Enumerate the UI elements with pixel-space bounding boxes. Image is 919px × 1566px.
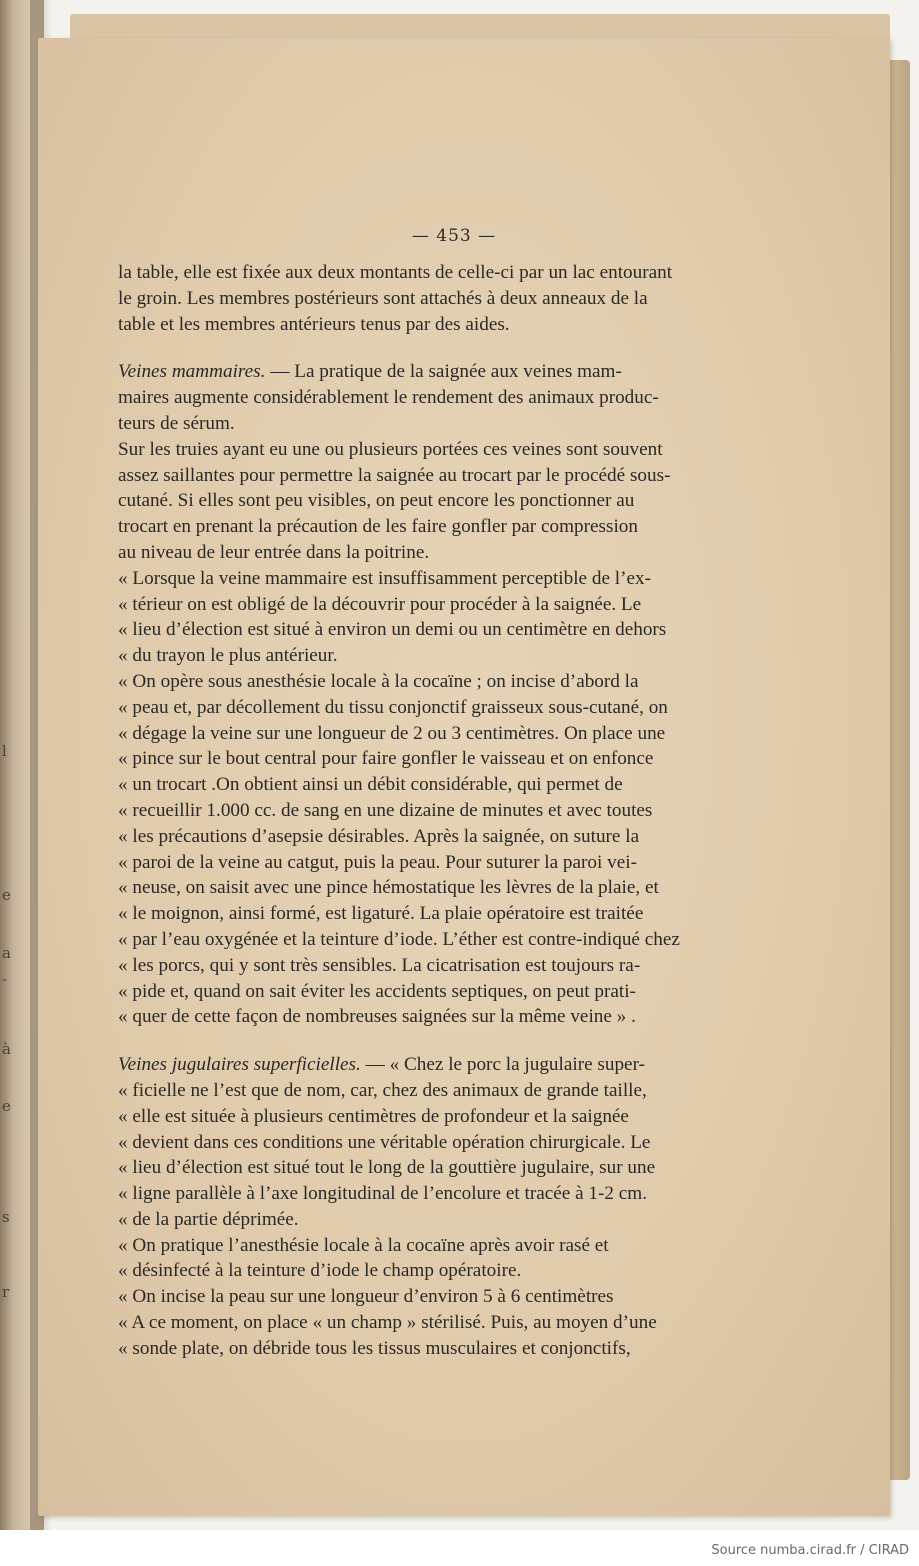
text-line-content: teurs de sérum.	[118, 412, 235, 434]
text-line	[118, 260, 794, 286]
text-line-content: « sonde plate, on débride tous les tissus musculaires et conjonctifs,	[118, 1337, 631, 1359]
text-line	[118, 746, 794, 772]
text-line-content: table et les membres antérieurs tenus par des aides.	[118, 313, 510, 335]
text-line-content: la table, elle est fixée aux deux montants de celle-ci par un lac entourant	[118, 262, 673, 283]
source-credit: Source numba.cirad.fr / CIRAD	[711, 1543, 909, 1558]
text-line	[118, 312, 794, 338]
text-line	[118, 669, 794, 695]
margin-fragment: l	[2, 742, 7, 760]
text-line-content: cutané. Si elles sont peu visibles, on peut encore les ponctionner au	[118, 490, 635, 512]
text-line-content: le groin. Les membres postérieurs sont attachés à deux anneaux de la	[118, 287, 648, 309]
text-line-content: « paroi de la veine au catgut, puis la peau. Pour suturer la paroi vei-	[118, 851, 637, 873]
previous-page-text-fragments	[0, 0, 16, 1530]
text-line-content: « quer de cette façon de nombreuses saignées sur la même veine » .	[118, 1006, 636, 1028]
text-line-content: « neuse, on saisit avec une pince hémostatique les lèvres de la plaie, et	[118, 877, 659, 899]
text-line	[118, 463, 794, 489]
text-line	[118, 566, 794, 592]
text-line	[118, 1078, 794, 1104]
text-line	[118, 1004, 794, 1030]
text-line-content: « On opère sous anesthésie locale à la cocaïne ; on incise d’abord la	[118, 670, 639, 692]
text-line	[118, 514, 794, 540]
text-line	[118, 953, 794, 979]
text-line	[118, 695, 794, 721]
text-line-content: « les porcs, qui y sont très sensibles. La cicatrisation est toujours ra-	[118, 954, 641, 976]
text-line-content: au niveau de leur entrée dans la poitrine.	[118, 541, 430, 563]
text-line-content: « A ce moment, on place « un champ » stérilisé. Puis, au moyen d’une	[118, 1312, 657, 1334]
text-line	[118, 979, 794, 1005]
text-line-content: « Lorsque la veine mammaire est insuffisamment perceptible de l’ex-	[118, 567, 651, 589]
text-line-content: « ficielle ne l’est que de nom, car, chez des animaux de grande taille,	[118, 1079, 647, 1101]
text-line-content: « de la partie déprimée.	[118, 1208, 299, 1230]
text-line	[118, 1284, 794, 1310]
margin-fragment: -	[2, 970, 8, 988]
text-line-content: « recueillir 1.000 cc. de sang en une dizaine de minutes et avec toutes	[118, 799, 653, 821]
margin-fragment: à	[2, 1040, 11, 1058]
text-line-content: trocart en prenant la précaution de les faire gonfler par compression	[118, 516, 638, 538]
text-line-content: « les précautions d’asepsie désirables. Après la saignée, on suture la	[118, 825, 640, 847]
margin-fragment: e	[2, 1097, 11, 1115]
text-line-content: « peau et, par décollement du tissu conjonctif graisseux sous-cutané, on	[118, 696, 668, 718]
text-line-content: « On pratique l’anesthésie locale à la cocaïne après avoir rasé et	[118, 1234, 609, 1256]
text-line-content: « le moignon, ainsi formé, est ligaturé. La plaie opératoire est traitée	[118, 903, 644, 925]
text-line-content: « devient dans ces conditions une véritable opération chirurgicale. Le	[118, 1131, 651, 1153]
section-heading: Veines jugulaires superficielles.	[118, 1054, 361, 1076]
text-line	[118, 1181, 794, 1207]
margin-fragment: a	[2, 944, 11, 962]
text-line	[118, 1258, 794, 1284]
text-line-content: maires augmente considérablement le rendement des animaux produc-	[118, 387, 659, 409]
text-line	[118, 1104, 794, 1130]
text-line-content: assez saillantes pour permettre la saignée au trocart par le procédé sous-	[118, 464, 671, 486]
text-line	[118, 927, 794, 953]
text-line	[118, 721, 794, 747]
text-line-content: « un trocart .On obtient ainsi un débit considérable, qui permet de	[118, 774, 623, 796]
text-line-content: « pince sur le bout central pour faire gonfler le vaisseau et on enfonce	[118, 748, 654, 770]
book-page	[38, 38, 890, 1516]
text-line	[118, 772, 794, 798]
section-heading: Veines mammaires.	[118, 361, 266, 383]
text-line	[118, 1336, 794, 1362]
text-line	[118, 1310, 794, 1336]
text-line	[118, 643, 794, 669]
text-line	[118, 1233, 794, 1259]
text-line	[118, 1052, 794, 1078]
text-line-content: Sur les truies ayant eu une ou plusieurs portées ces veines sont souvent	[118, 438, 663, 460]
text-line-content: « On incise la peau sur une longueur d’environ 5 à 6 centimètres	[118, 1286, 614, 1308]
text-line	[118, 488, 794, 514]
text-line-content: — « Chez le porc la jugulaire super-	[360, 1054, 645, 1076]
margin-fragment: e	[2, 886, 11, 904]
text-line-content: « du trayon le plus antérieur.	[118, 645, 338, 667]
text-line	[118, 1155, 794, 1181]
text-line	[118, 286, 794, 312]
text-line	[118, 540, 794, 566]
text-line-content: « par l’eau oxygénée et la teinture d’iode. L’éther est contre-indiqué chez	[118, 928, 680, 950]
text-line	[118, 411, 794, 437]
text-line-content: — La pratique de la saignée aux veines mam-	[265, 361, 622, 383]
page-body-text	[118, 260, 794, 1362]
text-line	[118, 798, 794, 824]
margin-fragment: s	[2, 1208, 10, 1226]
text-line-content: « lieu d’élection est situé tout le long de la gouttière jugulaire, sur une	[118, 1157, 656, 1179]
text-line	[118, 385, 794, 411]
text-line-content: « lieu d’élection est situé à environ un demi ou un centimètre en dehors	[118, 619, 667, 641]
text-line	[118, 1207, 794, 1233]
text-line-content: « elle est située à plusieurs centimètres de profondeur et la saignée	[118, 1105, 629, 1127]
text-line-content: « désinfecté à la teinture d’iode le champ opératoire.	[118, 1260, 522, 1282]
text-line-content: « pide et, quand on sait éviter les accidents septiques, on peut prati-	[118, 980, 636, 1002]
text-line	[118, 1130, 794, 1156]
text-line	[118, 437, 794, 463]
text-line	[118, 850, 794, 876]
paragraph-gap	[118, 337, 794, 359]
text-line	[118, 359, 794, 385]
text-line-content: « térieur on est obligé de la découvrir pour procéder à la saignée. Le	[118, 593, 642, 615]
page-number: — 453 —	[411, 226, 497, 246]
text-line	[118, 824, 794, 850]
text-line	[118, 901, 794, 927]
paragraph-gap	[118, 1030, 794, 1052]
text-line	[118, 617, 794, 643]
text-line	[118, 875, 794, 901]
text-line	[118, 592, 794, 618]
text-line-content: « ligne parallèle à l’axe longitudinal de l’encolure et tracée à 1-2 cm.	[118, 1183, 648, 1205]
margin-fragment: r	[2, 1283, 10, 1301]
text-line-content: « dégage la veine sur une longueur de 2 ou 3 centimètres. On place une	[118, 722, 666, 744]
